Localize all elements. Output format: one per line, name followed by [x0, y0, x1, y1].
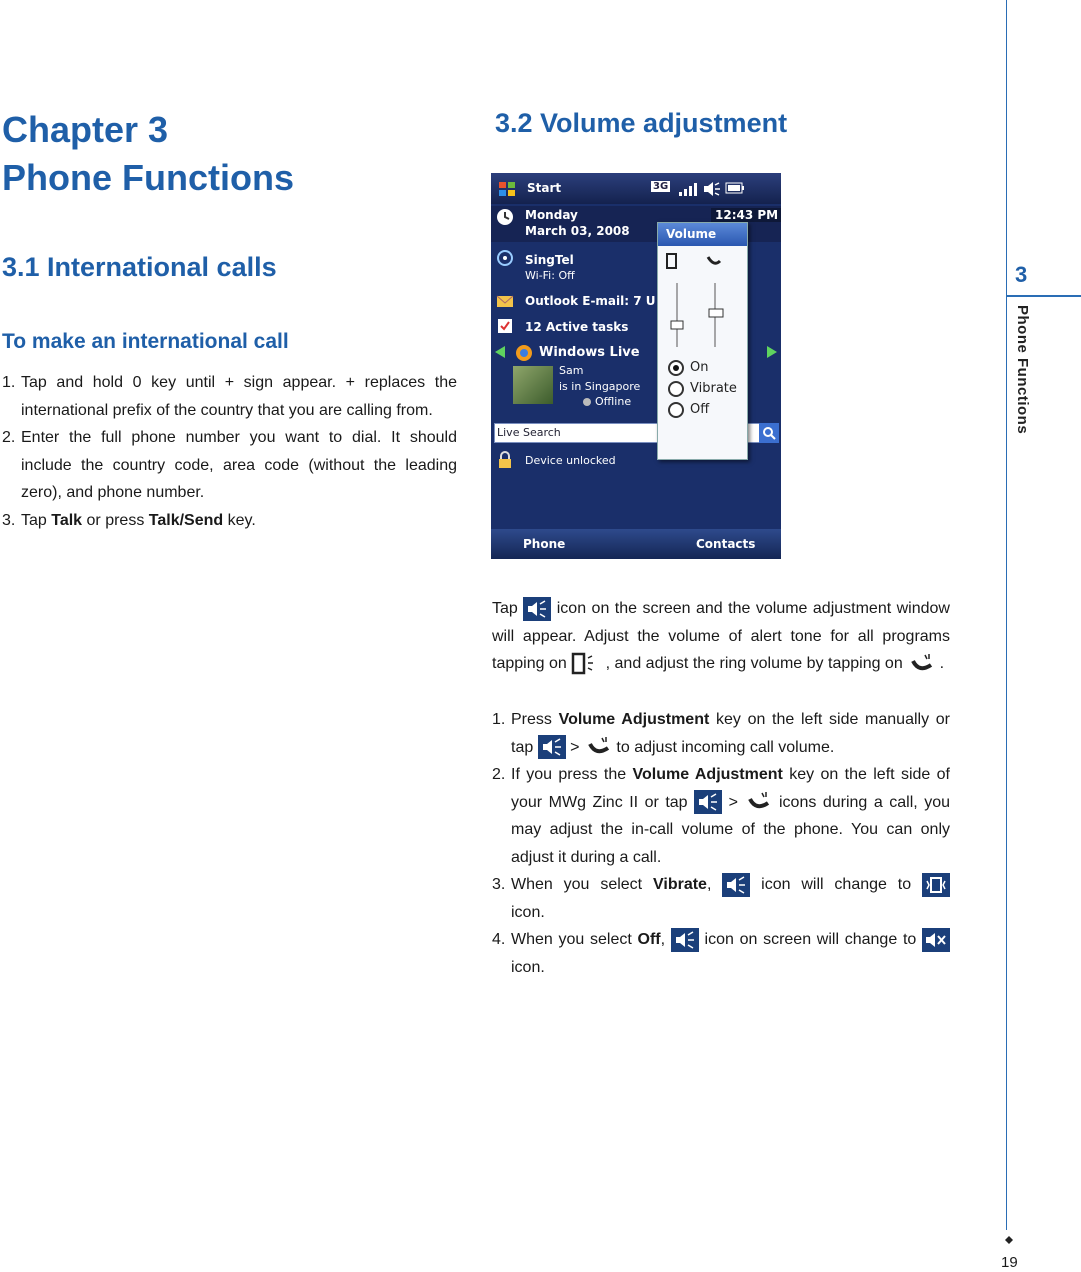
volume-adjustment-label: Volume Adjustment: [632, 766, 783, 783]
step-text: to adjust incoming call volume.: [616, 738, 835, 756]
phone-live: Windows Live: [539, 345, 640, 360]
step-text: When you select: [511, 931, 638, 948]
vibrate-icon: [922, 873, 950, 897]
chapter-number: Chapter 3: [2, 109, 169, 150]
list-item: [492, 761, 950, 871]
system-volume-slider[interactable]: [666, 253, 688, 353]
windows-logo-icon: [497, 179, 517, 199]
arrow-right-icon[interactable]: [765, 345, 779, 359]
speaker-icon: [523, 597, 551, 621]
step-text: icons during a call, you may adjust the in-call volume of the phone. You can only adjust it during a call.: [511, 793, 950, 866]
tasks-icon: [497, 318, 513, 334]
radio-off[interactable]: [668, 402, 684, 418]
phone-carrier: SingTel: [525, 253, 574, 267]
margin-rule: [1006, 0, 1007, 1230]
step-text: Press: [511, 711, 559, 728]
step-text: or press: [82, 511, 149, 529]
softkey-contacts[interactable]: Contacts: [696, 537, 756, 551]
wireless-icon: [496, 249, 514, 267]
step-text: >: [570, 738, 580, 756]
step-text: If you press the: [511, 766, 633, 783]
clock-icon: [496, 208, 514, 226]
step-text: ,: [660, 931, 666, 948]
phone-email: Outlook E-mail: 7 U: [525, 294, 656, 308]
radio-on-label: On: [690, 360, 709, 375]
step-text: icon.: [511, 903, 545, 921]
mute-icon: [922, 928, 950, 952]
contact-photo: [513, 366, 553, 404]
step-number: 3.: [2, 511, 16, 529]
ring-volume-icon: [907, 653, 935, 675]
intro-text: icon on the screen and the volume adjustment window will appear. Adjust the volume of alert tone for all programs tapping on: [492, 600, 950, 672]
speaker-icon: [671, 928, 699, 952]
radio-off-label: Off: [690, 402, 710, 417]
phone-contact-name: Sam: [559, 364, 584, 377]
battery-icon: [725, 182, 745, 194]
list-item: [2, 507, 457, 535]
speaker-icon: [703, 181, 721, 197]
email-icon: [496, 293, 514, 309]
system-volume-icon: [571, 652, 601, 676]
step-text: key on the left side of your MWg Zinc II or tap: [511, 766, 951, 811]
volume-intro: [492, 595, 950, 678]
step-text: icon on screen will change to: [704, 931, 917, 948]
side-tab-label: Phone Functions: [1014, 305, 1031, 435]
presence-icon: [583, 398, 591, 406]
side-tab-number: 3: [1015, 262, 1028, 287]
international-steps: [2, 369, 457, 534]
speaker-icon: [722, 873, 750, 897]
section-title-international: 3.1 International calls: [2, 252, 277, 282]
windows-live-icon: [515, 344, 533, 362]
step-number: 1.: [2, 374, 16, 391]
chapter-title: Phone Functions: [2, 157, 294, 198]
volume-popup-title: Volume: [658, 223, 747, 246]
step-number: 4.: [492, 931, 506, 948]
diamond-icon: [1005, 1236, 1013, 1244]
phone-wifi: Wi-Fi: Off: [525, 269, 575, 282]
radio-vibrate-label: Vibrate: [690, 381, 737, 396]
step-text: icon.: [511, 958, 545, 976]
step-text: icon will change to: [761, 876, 912, 893]
page-number: 19: [1001, 1254, 1018, 1271]
phone-start: Start: [527, 181, 562, 195]
step-text: key.: [223, 511, 256, 529]
step-text: key on the left side manually or tap: [511, 711, 951, 756]
tab-rule: [1007, 295, 1081, 297]
step-number: 2.: [492, 766, 506, 783]
speaker-icon: [538, 735, 566, 759]
list-item: [2, 424, 457, 507]
phone-date: March 03, 2008: [525, 224, 630, 238]
step-text: When you select: [511, 876, 653, 893]
arrow-left-icon[interactable]: [493, 345, 507, 359]
step-text: Tap and hold 0 key until + sign appear. + replaces the international prefix of the country that you are calling from.: [21, 374, 457, 419]
volume-popup: [657, 222, 748, 460]
lock-icon: [497, 451, 513, 469]
softkey-phone[interactable]: Phone: [523, 537, 566, 551]
intro-text: Tap: [492, 600, 518, 617]
step-text: Tap: [21, 511, 52, 529]
intro-text: , and adjust the ring volume by tapping on: [605, 655, 903, 672]
phone-day: Monday: [525, 208, 578, 222]
phone-network: 3G: [653, 181, 669, 192]
phone-device-status: Device unlocked: [525, 454, 616, 467]
step-number: 2.: [2, 429, 16, 446]
step-number: 1.: [492, 711, 506, 728]
ring-volume-icon: [584, 736, 612, 758]
list-item: [2, 369, 457, 424]
intro-text: .: [939, 655, 945, 672]
subsection-title: To make an international call: [2, 330, 289, 353]
phone-time: 12:43 PM: [711, 208, 781, 222]
volume-steps: [492, 706, 950, 981]
section-title-volume: 3.2 Volume adjustment: [495, 108, 788, 138]
chapter-heading: [2, 106, 294, 202]
off-label: Off: [637, 931, 661, 948]
phone-tasks: 12 Active tasks: [525, 320, 629, 334]
phone-contact-status: is in Singapore: [559, 380, 641, 393]
phone-presence: Offline: [595, 395, 632, 408]
search-button[interactable]: [759, 423, 779, 443]
search-icon: [759, 423, 779, 443]
ring-volume-icon: [744, 791, 772, 813]
list-item: [492, 871, 950, 926]
step-text: Enter the full phone number you want to dial. It should include the country code, area code (without the leading zero), and phone number.: [21, 429, 457, 501]
list-item: [492, 926, 950, 981]
list-item: [492, 706, 950, 761]
radio-vibrate[interactable]: [668, 381, 684, 397]
step-text: ,: [706, 876, 712, 893]
talk-label: Talk: [51, 511, 83, 529]
volume-adjustment-label: Volume Adjustment: [558, 711, 710, 728]
phone-search-label: Live Search: [497, 426, 561, 439]
radio-on[interactable]: [668, 360, 684, 376]
vibrate-label: Vibrate: [652, 876, 707, 893]
speaker-icon: [694, 790, 722, 814]
step-number: 3.: [492, 876, 506, 893]
talk-send-label: Talk/Send: [148, 511, 224, 529]
step-text: >: [728, 793, 738, 811]
ring-volume-slider[interactable]: [704, 253, 734, 353]
signal-icon: [677, 180, 701, 198]
phone-screenshot: [491, 173, 781, 559]
